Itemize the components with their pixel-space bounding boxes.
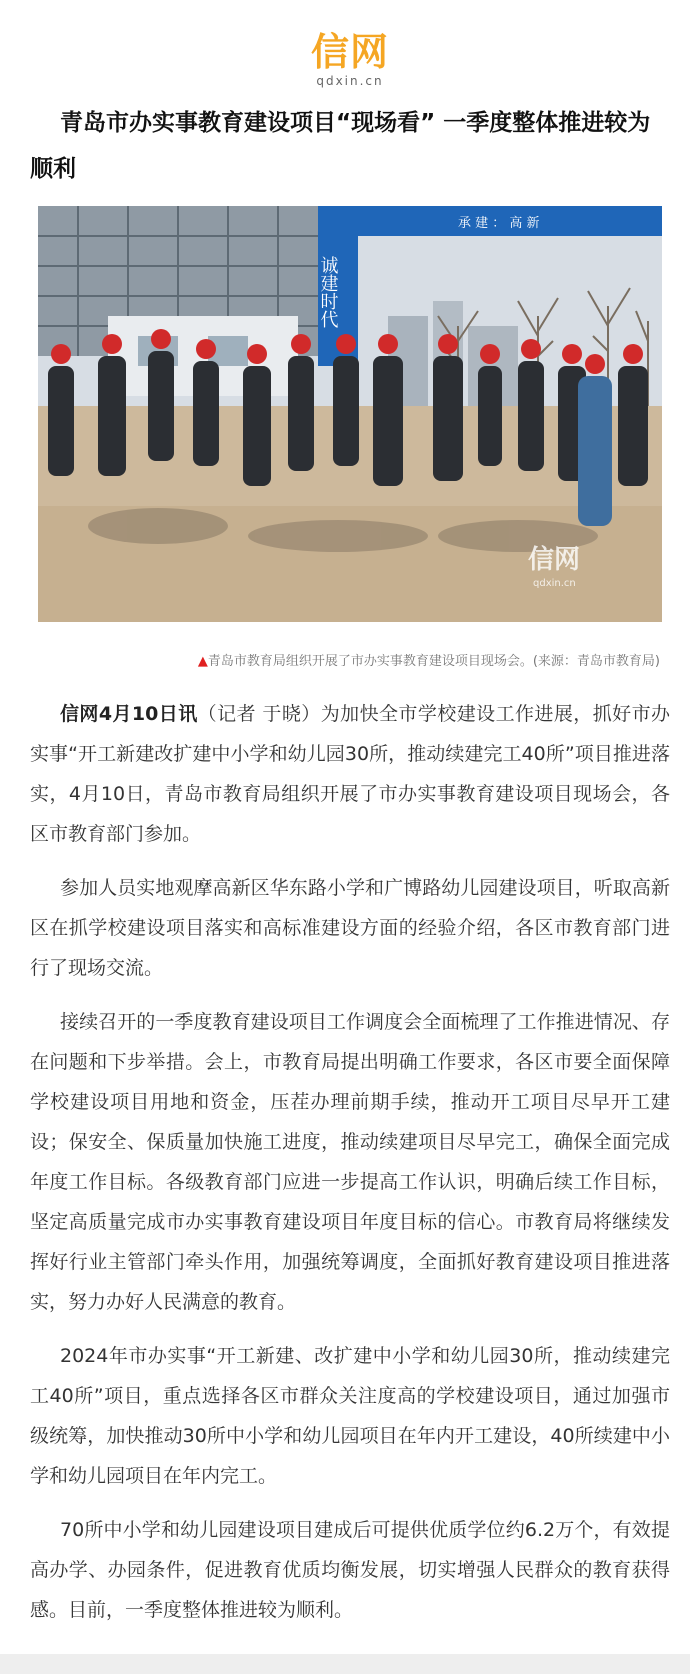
article-lead: 信网4月10日讯 [60, 703, 198, 725]
gate-pillar-text: 诚建时代 [317, 256, 339, 328]
article-photo [38, 206, 662, 622]
article-paragraph: 参加人员实地观摩高新区华东路小学和广博路幼儿园建设项目，听取高新区在抓学校建设项目落实和高标准建设方面的经验介绍，各区市教育部门进行了现场交流。 [30, 877, 670, 979]
photo-caption [30, 652, 660, 672]
caption-marker-icon: ▲ [197, 654, 208, 669]
site-header [0, 0, 690, 92]
article-paragraph: 接续召开的一季度教育建设项目工作调度会全面梳理了工作推进情况、存在问题和下步举措。会上，市教育局提出明确工作要求，各区市要全面保障学校建设项目用地和资金，压茬办理前期手续，推动开工项目尽早开工建设；保安全、保质量加快施工进度，推动续建项目尽早完工，确保全面完成年度工作目标。各级教育部门应进一步提高工作认识，明确后续工作目标，坚定高质量完成市办实事教育建设项目年度目标的信心。市教育局将继续发挥好行业主管部门牵头作用，加强统筹调度，全面抓好教育建设项目推进落实，努力办好人民满意的教育。 [30, 1011, 670, 1313]
site-logo[interactable] [300, 30, 400, 90]
article-paragraph: 70所中小学和幼儿园建设项目建成后可提供优质学位约6.2万个，有效提高办学、办园条件，促进教育优质均衡发展，切实增强人民群众的教育获得感。目前，一季度整体推进较为顺利。 [30, 1519, 670, 1621]
article-title: 青岛市办实事教育建设项目“现场看” 一季度整体推进较为顺利 [30, 110, 651, 182]
article-paragraph: 2024年市办实事“开工新建、改扩建中小学和幼儿园30所，推动续建完工40所”项目，重点选择各区市群众关注度高的学校建设项目，通过加强市级统筹，加快推动30所中小学和幼儿园项目在年内开工建设，40所续建中小学和幼儿园项目在年内完工。 [30, 1345, 670, 1487]
gate-sign-top-text: 承 建 ： 高 新 [458, 216, 540, 231]
caption-text: 青岛市教育局组织开展了市办实事教育建设项目现场会。(来源：青岛市教育局) [207, 654, 660, 669]
paragraph-1-text: （记者 于晓）为加快全市学校建设工作进展，抓好市办实事“开工新建改扩建中小学和幼儿园30所，推动续建完工40所”项目推进落实，4月10日，青岛市教育局组织开展了市办实事教育建设项目现场会，各区市教育部门参加。 [30, 703, 670, 845]
photo-watermark-sub: qdxin.cn [533, 578, 576, 589]
logo-domain-text: qdxin.cn [316, 74, 384, 88]
article-paragraph [30, 694, 670, 854]
photo-watermark-main: 信网 [528, 545, 581, 575]
logo-main-text: 信网 [310, 30, 389, 74]
article-body [30, 694, 670, 1644]
footer-band [0, 1654, 690, 1674]
